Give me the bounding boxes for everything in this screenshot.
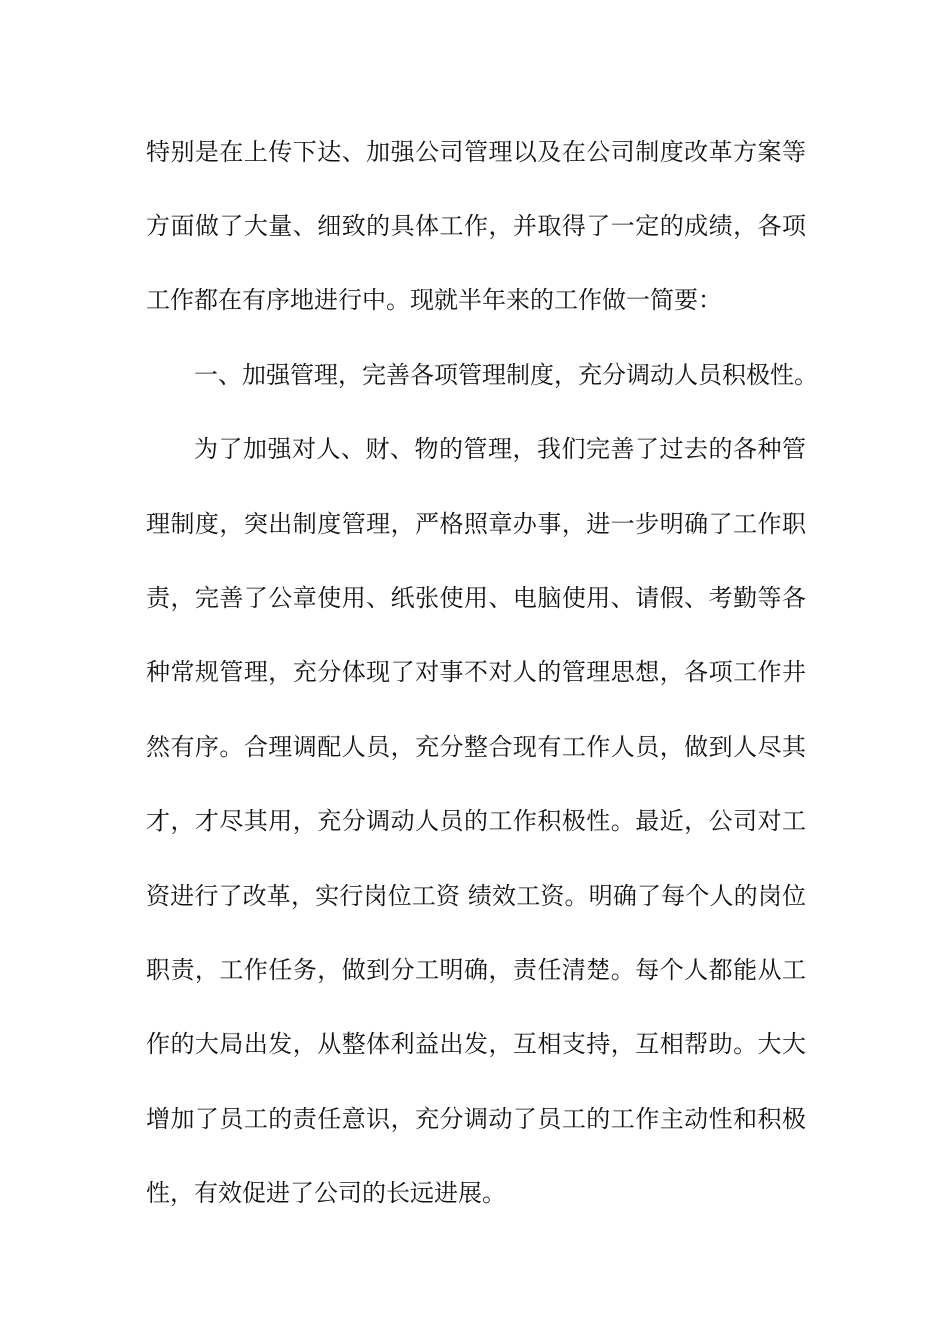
- text-line: 种常规管理，充分体现了对事不对人的管理思想，各项工作井: [146, 658, 806, 686]
- text-line: 理制度，突出制度管理，严格照章办事，进一步明确了工作职: [146, 510, 806, 538]
- section-heading: 一、加强管理，完善各项管理制度，充分调动人员积极性。: [194, 361, 818, 389]
- text-line: 增加了员工的责任意识，充分调动了员工的工作主动性和积极: [146, 1105, 806, 1133]
- text-line: 然有序。合理调配人员，充分整合现有工作人员，做到人尽其: [146, 733, 806, 761]
- text-line: 工作都在有序地进行中。现就半年来的工作做一简要：: [146, 286, 722, 314]
- text-line: 特别是在上传下达、加强公司管理以及在公司制度改革方案等: [146, 138, 806, 166]
- text-line: 为了加强对人、财、物的管理，我们完善了过去的各种管: [194, 435, 806, 463]
- text-line: 性，有效促进了公司的长远进展。: [146, 1179, 506, 1207]
- text-line: 作的大局出发，从整体利益出发，互相支持，互相帮助。大大: [146, 1030, 806, 1058]
- text-line: 方面做了大量、细致的具体工作，并取得了一定的成绩，各项: [146, 212, 806, 240]
- text-line: 才，才尽其用，充分调动人员的工作积极性。最近，公司对工: [146, 807, 806, 835]
- text-line: 职责，工作任务，做到分工明确，责任清楚。每个人都能从工: [146, 956, 806, 984]
- text-line: 责，完善了公章使用、纸张使用、电脑使用、请假、考勤等各: [146, 584, 806, 612]
- text-line: 资进行了改革，实行岗位工资 绩效工资。明确了每个人的岗位: [146, 882, 806, 910]
